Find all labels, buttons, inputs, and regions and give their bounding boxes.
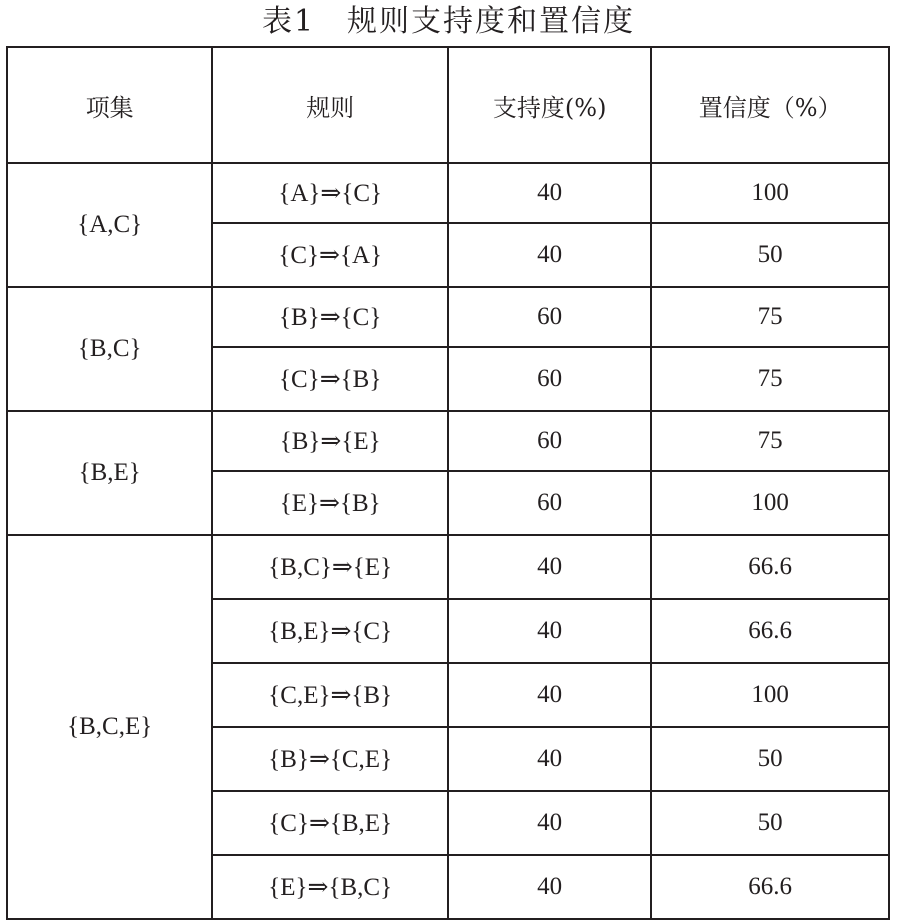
confidence-cell: 66.6 [651, 535, 889, 599]
itemset-cell: {A,C} [7, 163, 212, 287]
rule-cell: {B}⇒{C,E} [212, 727, 448, 791]
confidence-cell: 66.6 [651, 855, 889, 919]
header-itemset: 项集 [7, 47, 212, 163]
support-cell: 40 [448, 791, 651, 855]
rules-table [6, 46, 890, 920]
confidence-cell: 75 [651, 347, 889, 411]
support-cell: 40 [448, 599, 651, 663]
table-row [7, 163, 889, 223]
table-row [7, 411, 889, 471]
support-cell: 40 [448, 663, 651, 727]
header-support: 支持度(%) [448, 47, 651, 163]
rule-cell: {B}⇒{E} [212, 411, 448, 471]
rule-cell: {A}⇒{C} [212, 163, 448, 223]
confidence-cell: 75 [651, 411, 889, 471]
rule-cell: {E}⇒{B,C} [212, 855, 448, 919]
rule-cell: {C}⇒{B,E} [212, 791, 448, 855]
support-cell: 40 [448, 727, 651, 791]
table-row [7, 287, 889, 347]
support-cell: 40 [448, 535, 651, 599]
rule-cell: {B}⇒{C} [212, 287, 448, 347]
support-cell: 60 [448, 347, 651, 411]
rule-cell: {E}⇒{B} [212, 471, 448, 535]
rule-cell: {C,E}⇒{B} [212, 663, 448, 727]
confidence-cell: 100 [651, 163, 889, 223]
support-cell: 60 [448, 411, 651, 471]
confidence-cell: 50 [651, 223, 889, 287]
header-row [7, 47, 889, 163]
support-cell: 40 [448, 163, 651, 223]
confidence-cell: 50 [651, 727, 889, 791]
confidence-cell: 100 [651, 471, 889, 535]
rule-cell: {C}⇒{B} [212, 347, 448, 411]
support-cell: 40 [448, 855, 651, 919]
confidence-cell: 75 [651, 287, 889, 347]
rule-cell: {B,E}⇒{C} [212, 599, 448, 663]
rule-cell: {B,C}⇒{E} [212, 535, 448, 599]
support-cell: 60 [448, 471, 651, 535]
confidence-cell: 100 [651, 663, 889, 727]
itemset-cell: {B,C,E} [7, 535, 212, 919]
support-cell: 40 [448, 223, 651, 287]
table-row [7, 535, 889, 599]
header-rule: 规则 [212, 47, 448, 163]
itemset-cell: {B,C} [7, 287, 212, 411]
header-confidence: 置信度（%） [651, 47, 889, 163]
confidence-cell: 50 [651, 791, 889, 855]
table-caption: 表1 规则支持度和置信度 [261, 4, 636, 39]
confidence-cell: 66.6 [651, 599, 889, 663]
itemset-cell: {B,E} [7, 411, 212, 535]
support-cell: 60 [448, 287, 651, 347]
rule-cell: {C}⇒{A} [212, 223, 448, 287]
